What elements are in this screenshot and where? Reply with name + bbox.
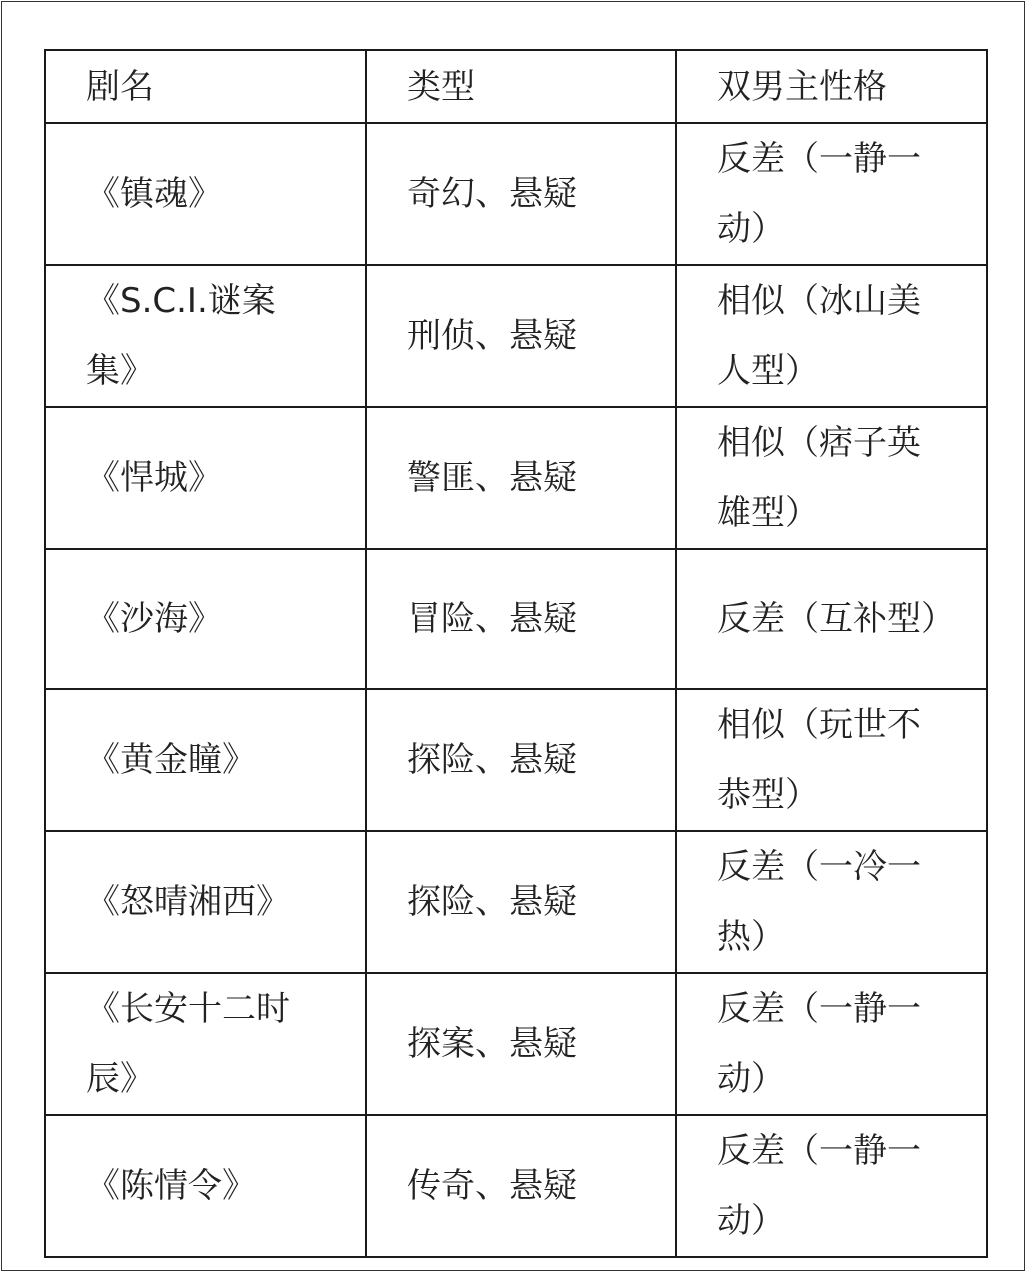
cell-name: 《长安十二时辰》 — [45, 973, 366, 1115]
cell-name: 《怒晴湘西》 — [45, 831, 366, 973]
cell-type: 警匪、悬疑 — [366, 407, 676, 549]
drama-comparison-table — [44, 49, 988, 1258]
cell-trait: 反差（一冷一热） — [676, 831, 987, 973]
cell-type: 探险、悬疑 — [366, 689, 676, 831]
cell-type: 传奇、悬疑 — [366, 1115, 676, 1257]
table-row — [45, 689, 987, 831]
cell-type: 探险、悬疑 — [366, 831, 676, 973]
header-type: 类型 — [366, 50, 676, 123]
cell-type: 冒险、悬疑 — [366, 549, 676, 689]
cell-name: 《镇魂》 — [45, 123, 366, 265]
table-row — [45, 407, 987, 549]
cell-trait: 相似（玩世不恭型） — [676, 689, 987, 831]
header-name: 剧名 — [45, 50, 366, 123]
cell-trait: 相似（冰山美人型） — [676, 265, 987, 407]
cell-trait: 相似（痞子英雄型） — [676, 407, 987, 549]
table-row — [45, 549, 987, 689]
cell-trait: 反差（一静一动） — [676, 973, 987, 1115]
cell-trait: 反差（一静一动） — [676, 1115, 987, 1257]
table-row — [45, 831, 987, 973]
cell-name: 《悍城》 — [45, 407, 366, 549]
cell-type: 探案、悬疑 — [366, 973, 676, 1115]
header-trait: 双男主性格 — [676, 50, 987, 123]
cell-name: 《沙海》 — [45, 549, 366, 689]
cell-name: 《陈情令》 — [45, 1115, 366, 1257]
cell-type: 刑侦、悬疑 — [366, 265, 676, 407]
table-row — [45, 265, 987, 407]
cell-trait: 反差（一静一动） — [676, 123, 987, 265]
cell-trait: 反差（互补型） — [676, 549, 987, 689]
table-row — [45, 123, 987, 265]
cell-type: 奇幻、悬疑 — [366, 123, 676, 265]
table-row — [45, 1115, 987, 1257]
table-header-row — [45, 50, 987, 123]
cell-name: 《S.C.I.谜案集》 — [45, 265, 366, 407]
table-row — [45, 973, 987, 1115]
cell-name: 《黄金瞳》 — [45, 689, 366, 831]
